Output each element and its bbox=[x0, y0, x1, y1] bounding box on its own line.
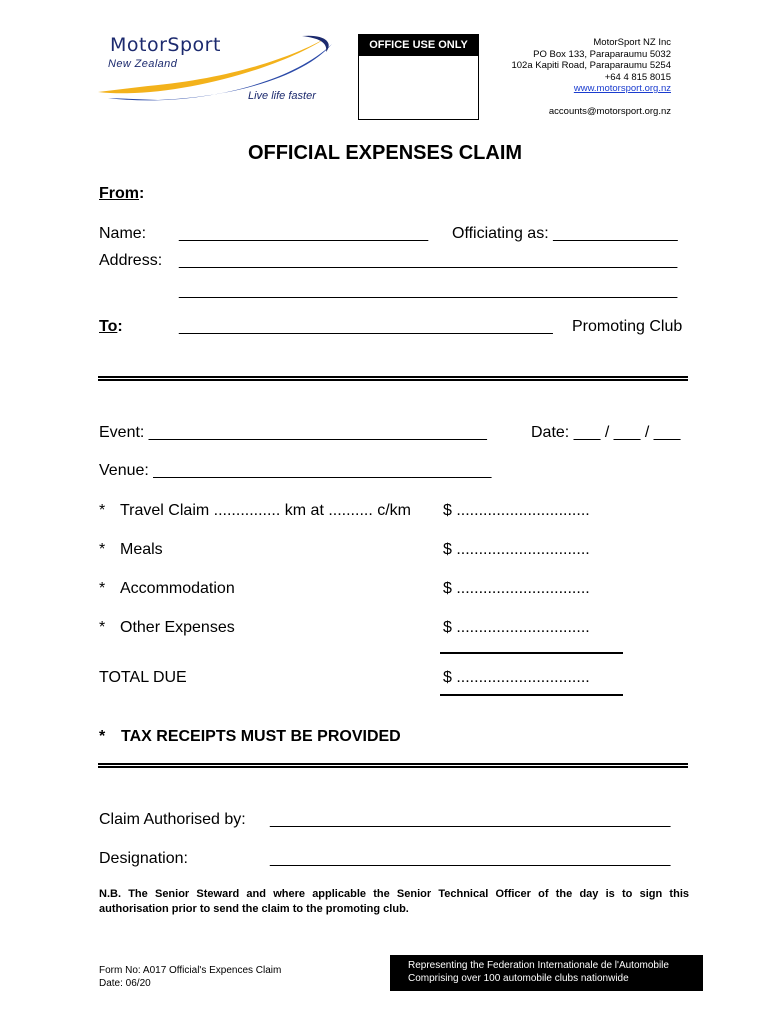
designation-field[interactable]: _____________________________________________ bbox=[270, 850, 671, 867]
claim-bullet: * bbox=[99, 502, 106, 519]
tax-notice: TAX RECEIPTS MUST BE PROVIDED bbox=[121, 728, 401, 745]
from-heading-text: From bbox=[99, 185, 139, 202]
name-label: Name: bbox=[99, 225, 147, 242]
promoting-club-label: Promoting Club bbox=[572, 318, 683, 335]
claim-authorised-field[interactable]: _____________________________________________ bbox=[270, 811, 671, 828]
section-divider-bottom bbox=[98, 763, 688, 765]
total-due-amount[interactable]: $ .............................. bbox=[443, 669, 590, 686]
address-field-2[interactable]: ________________________________________________________ bbox=[179, 282, 678, 299]
logo-subtitle: New Zealand bbox=[108, 58, 178, 70]
total-rule bbox=[440, 694, 623, 696]
total-due-label: TOTAL DUE bbox=[99, 669, 187, 686]
officiating-field[interactable]: Officiating as: ______________ bbox=[452, 225, 678, 242]
travel-claim-amount[interactable]: $ .............................. bbox=[443, 502, 590, 519]
from-heading bbox=[99, 185, 144, 203]
name-field[interactable]: ____________________________ bbox=[179, 225, 429, 242]
form-date: Date: 06/20 bbox=[99, 978, 151, 989]
meals-amount[interactable]: $ .............................. bbox=[443, 541, 590, 558]
from-heading-colon: : bbox=[139, 185, 145, 202]
office-use-box bbox=[358, 34, 479, 120]
travel-claim-field[interactable]: Travel Claim ............... km at .......... c/km bbox=[120, 502, 411, 519]
address-label: Address: bbox=[99, 252, 163, 269]
form-footer bbox=[99, 964, 281, 990]
date-field[interactable]: Date: ___ / ___ / ___ bbox=[531, 424, 681, 441]
claim-bullet: * bbox=[99, 580, 106, 597]
logo-title: MotorSport bbox=[110, 34, 221, 56]
contact-street: 102a Kapiti Road, Paraparaumu 5254 bbox=[511, 60, 671, 71]
accommodation-label: Accommodation bbox=[120, 580, 235, 597]
motorsport-logo bbox=[88, 30, 336, 110]
form-title: OFFICIAL EXPENSES CLAIM bbox=[247, 142, 523, 164]
fia-banner bbox=[390, 955, 703, 991]
contact-website-link[interactable]: www.motorsport.org.nz bbox=[573, 83, 671, 94]
fia-line-1: Representing the Federation Internationale de l'Automobile bbox=[408, 960, 669, 971]
meals-label: Meals bbox=[120, 541, 163, 558]
other-expenses-label: Other Expenses bbox=[120, 619, 235, 636]
tax-notice-bullet: * bbox=[99, 728, 106, 745]
claim-bullet: * bbox=[99, 541, 106, 558]
claim-authorised-label: Claim Authorised by: bbox=[99, 811, 246, 828]
address-field-1[interactable]: ________________________________________________________ bbox=[179, 252, 678, 269]
to-heading bbox=[99, 318, 123, 336]
to-heading-colon: : bbox=[117, 318, 123, 335]
senior-steward-note: N.B. The Senior Steward and where applicable the Senior Technical Officer of the day is to sign this authorisation prior to send the claim to the promoting club. bbox=[99, 888, 689, 915]
contact-po-box: PO Box 133, Paraparaumu 5032 bbox=[533, 48, 671, 60]
to-field[interactable]: __________________________________________ bbox=[179, 318, 553, 335]
section-divider-bottom-2 bbox=[98, 766, 688, 768]
subtotal-rule bbox=[440, 652, 623, 654]
contact-block bbox=[511, 37, 671, 117]
designation-label: Designation: bbox=[99, 850, 188, 867]
other-expenses-amount[interactable]: $ .............................. bbox=[443, 619, 590, 636]
event-field[interactable]: Event: ______________________________________ bbox=[99, 424, 487, 441]
claim-bullet: * bbox=[99, 619, 106, 636]
section-divider-top bbox=[98, 376, 688, 378]
contact-email[interactable]: accounts@motorsport.org.nz bbox=[548, 105, 671, 117]
venue-field[interactable]: Venue: ______________________________________ bbox=[99, 462, 492, 479]
logo-tagline: Live life faster bbox=[248, 90, 316, 102]
contact-phone: +64 4 815 8015 bbox=[604, 71, 671, 83]
section-divider-top-2 bbox=[98, 379, 688, 381]
fia-line-2: Comprising over 100 automobile clubs nationwide bbox=[408, 973, 629, 984]
accommodation-amount[interactable]: $ .............................. bbox=[443, 580, 590, 597]
contact-org: MotorSport NZ Inc bbox=[593, 37, 671, 48]
office-use-label: OFFICE USE ONLY bbox=[359, 35, 478, 56]
to-heading-text: To bbox=[99, 318, 118, 335]
form-number: Form No: A017 Official's Expences Claim bbox=[99, 965, 282, 976]
